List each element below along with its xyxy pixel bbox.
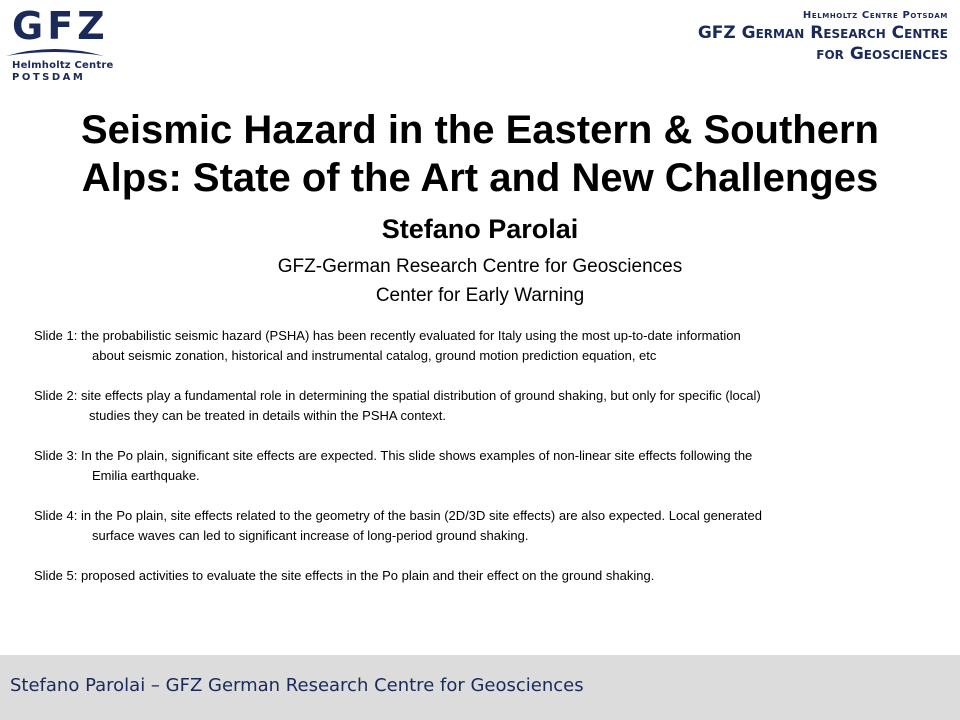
slide-description-line: Slide 1: the probabilistic seismic hazard (PSHA) has been recently evaluated for Italy using the most up-to-date information: [34, 328, 741, 343]
logo-right-line-1: Helmholtz Centre Potsdam: [802, 10, 948, 21]
slide-description-item: [34, 326, 944, 366]
slide-description-item: [34, 566, 944, 586]
slide-description-item: [34, 386, 944, 426]
slide-description-continuation: studies they can be treated in details within the PSHA context.: [89, 408, 446, 423]
logo-gfz-text: GFZ: [12, 4, 109, 48]
slide-description-line: Slide 4: in the Po plain, site effects related to the geometry of the basin (2D/3D site effects) are also expected. Local generated: [34, 508, 762, 523]
logo-subtitle-2: POTSDAM: [12, 72, 86, 83]
gfz-logo-left: [4, 6, 114, 84]
slide-description-continuation: Emilia earthquake.: [92, 468, 200, 483]
gfz-logo-right: [698, 10, 948, 65]
slide-description-continuation: surface waves can led to significant increase of long-period ground shaking.: [92, 528, 529, 543]
author-name: Stefano Parolai: [381, 214, 579, 244]
logo-right-line-2: GFZ German Research Centre: [697, 23, 948, 43]
slide-description-item: [34, 446, 944, 486]
logo-subtitle-1: Helmholtz Centre: [12, 60, 114, 71]
slide-title: Seismic Hazard in the Eastern & Southern Alps: State of the Art and New Challenges: [81, 108, 879, 200]
slide-description-line: Slide 2: site effects play a fundamental role in determining the spatial distribution of ground shaking, but only for specific (local): [34, 388, 761, 403]
affiliation-2: Center for Early Warning: [375, 285, 585, 306]
logo-right-line-3: for Geosciences: [816, 44, 948, 64]
slide-description-continuation: about seismic zonation, historical and instrumental catalog, ground motion prediction equation, etc: [92, 348, 657, 363]
slide-description-item: [34, 506, 944, 546]
affiliation-1: GFZ-German Research Centre for Geosciences: [277, 256, 683, 277]
footer-bar: [0, 655, 960, 720]
footer-text: Stefano Parolai – GFZ German Research Centre for Geosciences: [10, 675, 584, 696]
slide-description-line: Slide 5: proposed activities to evaluate the site effects in the Po plain and their effect on the ground shaking.: [34, 568, 655, 583]
slide-description-line: Slide 3: In the Po plain, significant site effects are expected. This slide shows examples of non-linear site effects following the: [34, 448, 753, 463]
slide-descriptions: [34, 326, 944, 606]
